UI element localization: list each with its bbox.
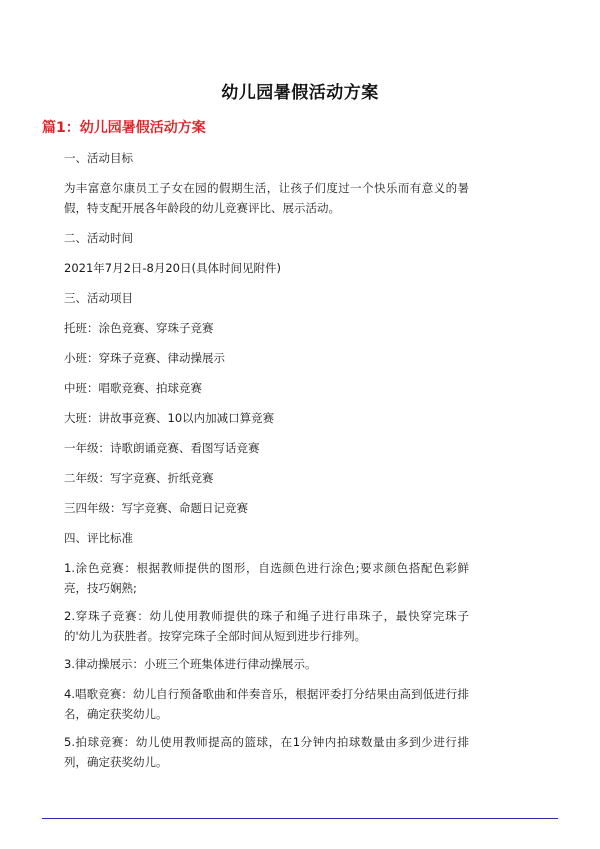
list-item: 中班：唱歌竞赛、拍球竞赛	[64, 381, 202, 395]
list-item: 一年级：诗歌朗诵竞赛、看图写话竞赛	[64, 441, 260, 455]
criteria-item: 5.拍球竞赛：幼儿使用教师提高的篮球，在1分钟内拍球数量由多到少进行排列，确定获奖幼儿。	[64, 735, 469, 769]
criteria-item: 1.涂色竞赛：根据教师提供的图形，自选颜色进行涂色;要求颜色搭配色彩鲜亮，技巧娴熟;	[64, 561, 469, 595]
heading-activity-goal: 一、活动目标	[64, 151, 133, 165]
page-title: 幼儿园暑假活动方案	[221, 83, 379, 103]
heading-activity-time: 二、活动时间	[64, 231, 133, 245]
list-item: 三四年级：写字竞赛、命题日记竞赛	[64, 501, 248, 515]
criteria-item: 3.律动操展示：小班三个班集体进行律动操展示。	[64, 657, 317, 671]
list-item: 托班：涂色竞赛、穿珠子竞赛	[64, 321, 214, 335]
section-title: 篇1：幼儿园暑假活动方案	[42, 120, 206, 136]
heading-activity-items: 三、活动项目	[64, 291, 133, 305]
criteria-item: 2.穿珠子竞赛：幼儿使用教师提供的珠子和绳子进行串珠子，最快穿完珠子的'幼儿为获胜者。按穿完珠子全部时间从短到进步行排列。	[64, 609, 469, 643]
criteria-item: 4.唱歌竞赛：幼儿自行预备歌曲和伴奏音乐，根据评委打分结果由高到低进行排名，确定获奖幼儿。	[64, 687, 469, 721]
activity-date-range: 2021年7月2日-8月20日(具体时间见附件)	[64, 261, 281, 275]
list-item: 大班：讲故事竞赛、10以内加减口算竞赛	[64, 411, 275, 425]
footer-divider	[42, 818, 558, 819]
list-item: 二年级：写字竞赛、折纸竞赛	[64, 471, 214, 485]
paragraph-goal: 为丰富意尔康员工子女在园的假期生活，让孩子们度过一个快乐而有意义的暑假，特支配开展各年龄段的幼儿竞赛评比、展示活动。	[64, 181, 469, 215]
heading-evaluation-criteria: 四、评比标准	[64, 531, 133, 545]
list-item: 小班：穿珠子竞赛、律动操展示	[64, 351, 225, 365]
